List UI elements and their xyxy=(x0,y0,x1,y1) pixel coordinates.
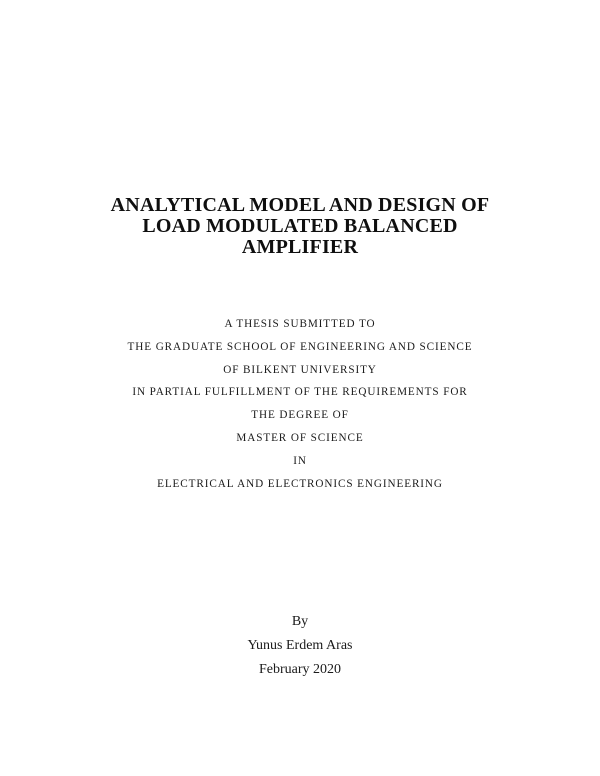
thesis-title-line-2: LOAD MODULATED BALANCED xyxy=(142,215,458,237)
submission-line-8: ELECTRICAL AND ELECTRONICS ENGINEERING xyxy=(157,477,443,490)
submission-line-3: OF BILKENT UNIVERSITY xyxy=(223,363,377,376)
thesis-title-line-1: ANALYTICAL MODEL AND DESIGN OF xyxy=(110,194,490,216)
author-name: Yunus Erdem Aras xyxy=(247,638,353,653)
submission-line-2: THE GRADUATE SCHOOL OF ENGINEERING AND SCIENCE xyxy=(127,340,473,353)
submission-line-7: IN xyxy=(293,454,307,467)
submission-line-6: MASTER OF SCIENCE xyxy=(236,431,364,444)
author-byline xyxy=(0,610,600,682)
by-label: By xyxy=(291,614,309,629)
submission-statement xyxy=(0,313,600,495)
submission-line-5: THE DEGREE OF xyxy=(251,409,349,422)
submission-date: February 2020 xyxy=(258,662,342,677)
submission-line-1: A THESIS SUBMITTED TO xyxy=(224,318,376,330)
thesis-title xyxy=(0,195,600,258)
thesis-title-line-3: AMPLIFIER xyxy=(241,236,359,258)
submission-line-4: IN PARTIAL FULFILLMENT OF THE REQUIREMENTS FOR xyxy=(132,386,468,399)
